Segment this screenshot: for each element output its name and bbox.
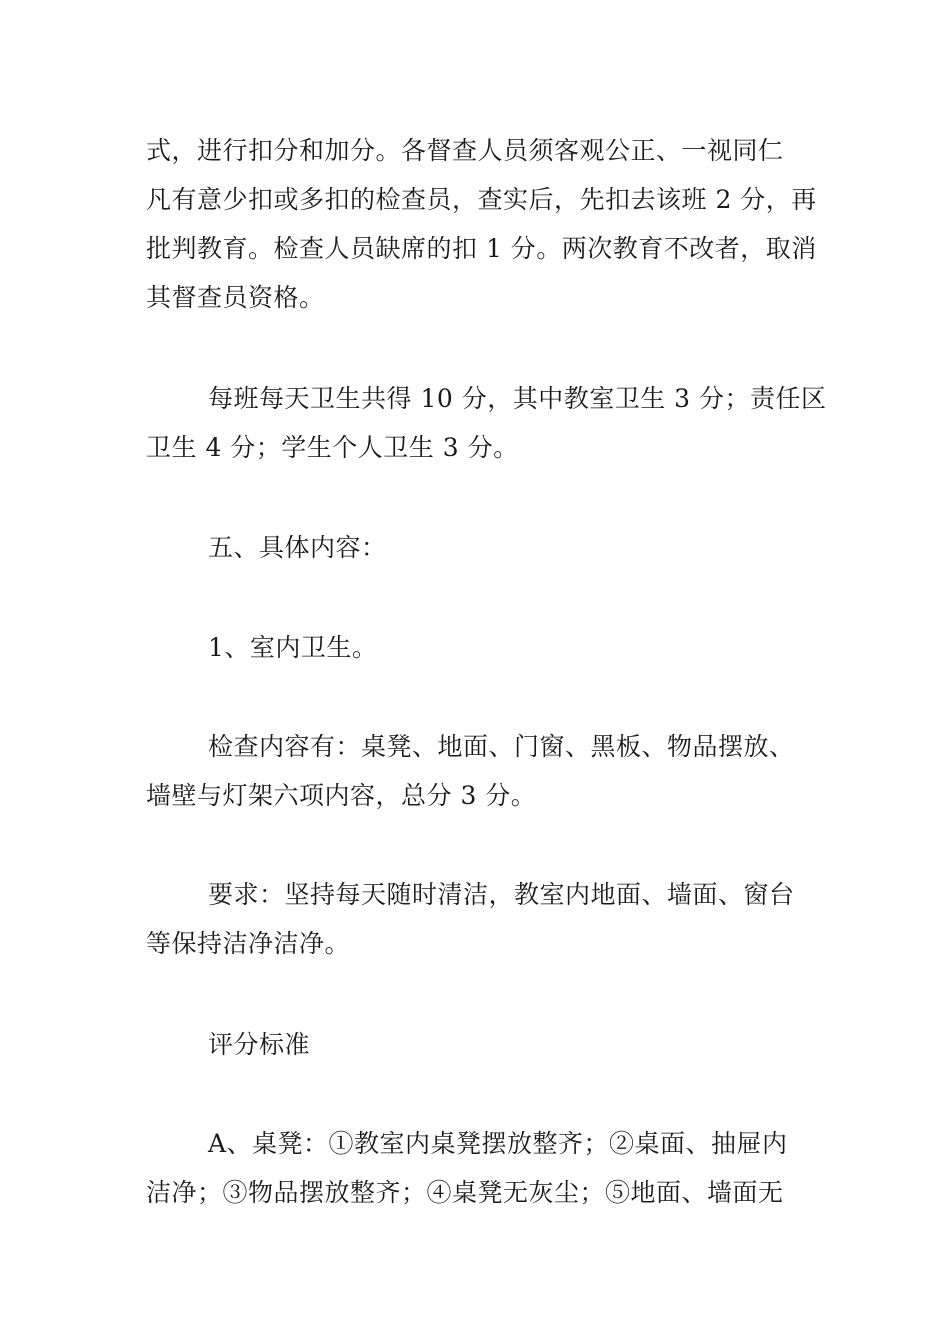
text-line: 每班每天卫生共得 10 分，其中教室卫生 3 分；责任区 — [208, 384, 827, 413]
text-line: 等保持洁净洁净。 — [146, 929, 351, 958]
paragraph-requirements — [146, 870, 810, 968]
text-line: 1、室内卫生。 — [208, 633, 378, 662]
text-line: 评分标准 — [208, 1030, 311, 1059]
text-line: 要求：坚持每天随时清洁，教室内地面、墙面、窗台 — [208, 880, 795, 909]
subheading-scoring-standard — [146, 1020, 810, 1069]
paragraph-daily-points — [146, 374, 827, 472]
paragraph-inspection-items — [146, 722, 810, 820]
text-line: 卫生 4 分；学生个人卫生 3 分。 — [146, 433, 519, 462]
text-line: 其督查员资格。 — [146, 283, 325, 312]
text-line: 墙壁与灯架六项内容，总分 3 分。 — [146, 781, 537, 810]
text-line: A、桌凳：①教室内桌凳摆放整齐；②桌面、抽屉内 — [208, 1129, 788, 1158]
text-line: 洁净；③物品摆放整齐；④桌凳无灰尘；⑤地面、墙面无 — [146, 1178, 784, 1207]
text-line: 五、具体内容： — [208, 533, 387, 562]
text-line: 检查内容有：桌凳、地面、门窗、黑板、物品摆放、 — [208, 732, 795, 761]
paragraph-desks-criteria — [146, 1119, 810, 1217]
subheading-indoor-hygiene — [146, 623, 810, 672]
text-line: 凡有意少扣或多扣的检查员，查实后，先扣去该班 2 分，再 — [146, 185, 817, 214]
text-line: 式，进行扣分和加分。各督查人员须客观公正、一视同仁 — [146, 136, 784, 165]
paragraph-scoring-rules — [146, 126, 817, 322]
text-line: 批判教育。检查人员缺席的扣 1 分。两次教育不改者，取消 — [146, 234, 817, 263]
section-heading-specific-content — [146, 523, 810, 572]
